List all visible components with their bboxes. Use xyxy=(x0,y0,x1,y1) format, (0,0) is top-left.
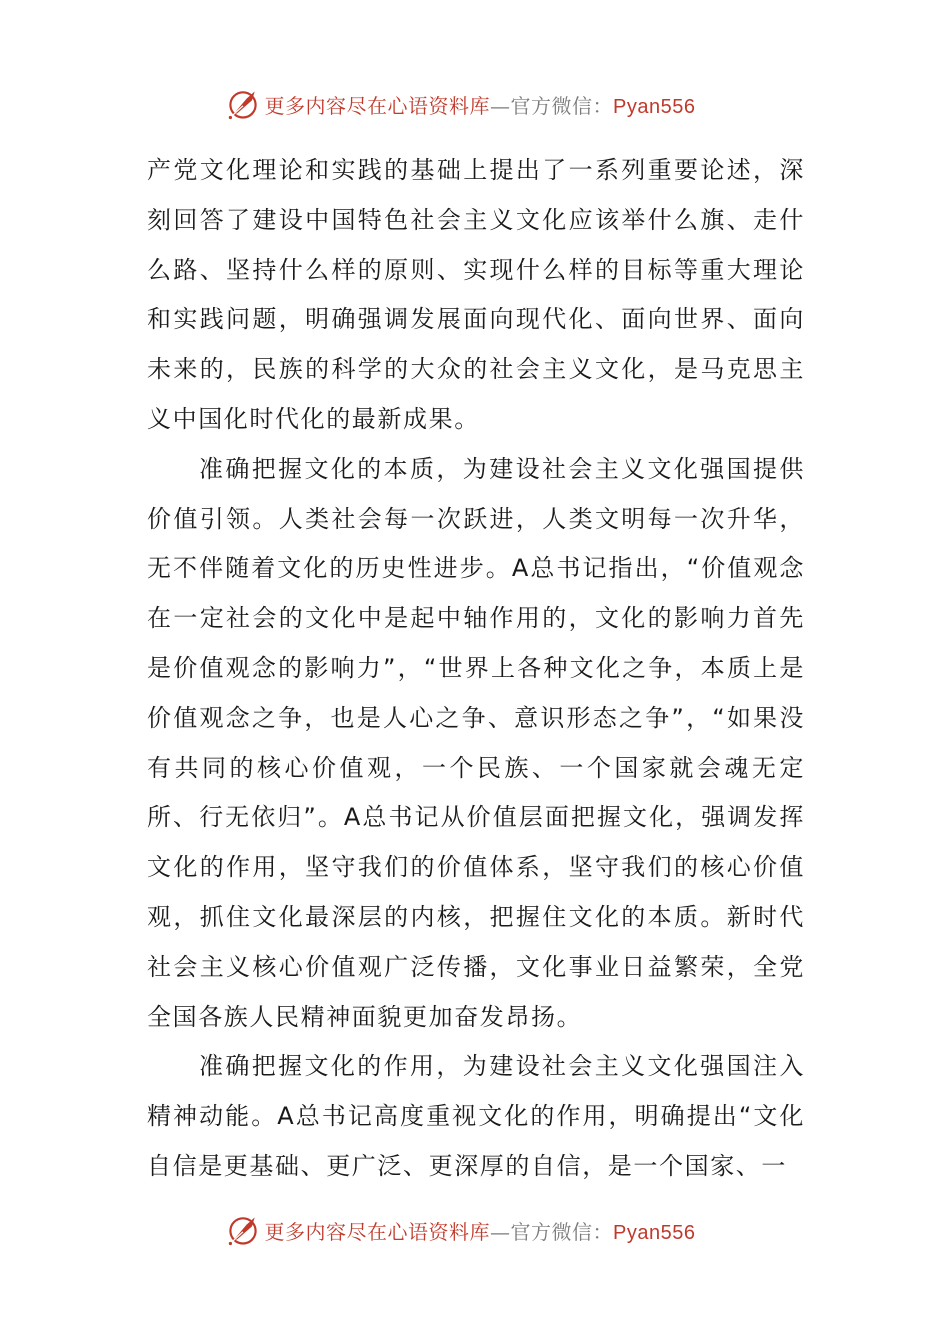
watermark-wechat-id: Pyan556 xyxy=(613,1221,696,1244)
watermark-main-text: 更多内容尽在心语资料库 xyxy=(264,93,491,118)
watermark-main-text: 更多内容尽在心语资料库 xyxy=(264,1219,491,1244)
watermark-wechat-id: Pyan556 xyxy=(613,95,696,118)
quill-pen-circle-icon xyxy=(225,86,261,122)
footer-watermark-banner xyxy=(0,1208,950,1252)
watermark-text xyxy=(265,1216,696,1245)
paragraph-cultural-essence: 准确把握文化的本质，为建设社会主义文化强国提供价值引领。人类社会每一次跃进，人类文明每一次升华，无不伴随着文化的历史性进步。A总书记指出，“价值观念在一定社会的文化中是起中轴作用的，文化的影响力首先是价值观念的影响力”，“世界上各种文化之争，本质上是价值观念之争，也是人心之争、意识形态之争”，“如果没有共同的核心价值观，一个民族、一个国家就会魂无定所、行无依归”。A总书记从价值层面把握文化，强调发挥文化的作用，坚守我们的价值体系，坚守我们的核心价值观，抓住文化最深层的内核，把握住文化的本质。新时代社会主义核心价值观广泛传播，文化事业日益繁荣，全党全国各族人民精神面貌更加奋发昂扬。 xyxy=(147,454,805,1031)
paragraph-continued: 产党文化理论和实践的基础上提出了一系列重要论述，深刻回答了建设中国特色社会主义文化应该举什么旗、走什么路、坚持什么样的原则、实现什么样的目标等重大理论和实践问题，明确强调发展面向现代化、面向世界、面向未来的，民族的科学的大众的社会主义文化，是马克思主义中国化时代化的最新成果。 xyxy=(147,156,805,433)
watermark-dash: — xyxy=(490,93,511,118)
watermark-label: 官方微信： xyxy=(510,1219,614,1244)
document-body xyxy=(147,146,805,1192)
watermark-dash: — xyxy=(490,1219,511,1244)
paragraph-cultural-role: 准确把握文化的作用，为建设社会主义文化强国注入精神动能。A总书记高度重视文化的作用，明确提出“文化自信是更基础、更广泛、更深厚的自信，是一个国家、一 xyxy=(147,1052,805,1180)
header-watermark-banner xyxy=(0,82,950,126)
watermark-text xyxy=(265,90,696,119)
quill-pen-circle-icon xyxy=(225,1212,261,1248)
watermark-label: 官方微信： xyxy=(510,93,614,118)
